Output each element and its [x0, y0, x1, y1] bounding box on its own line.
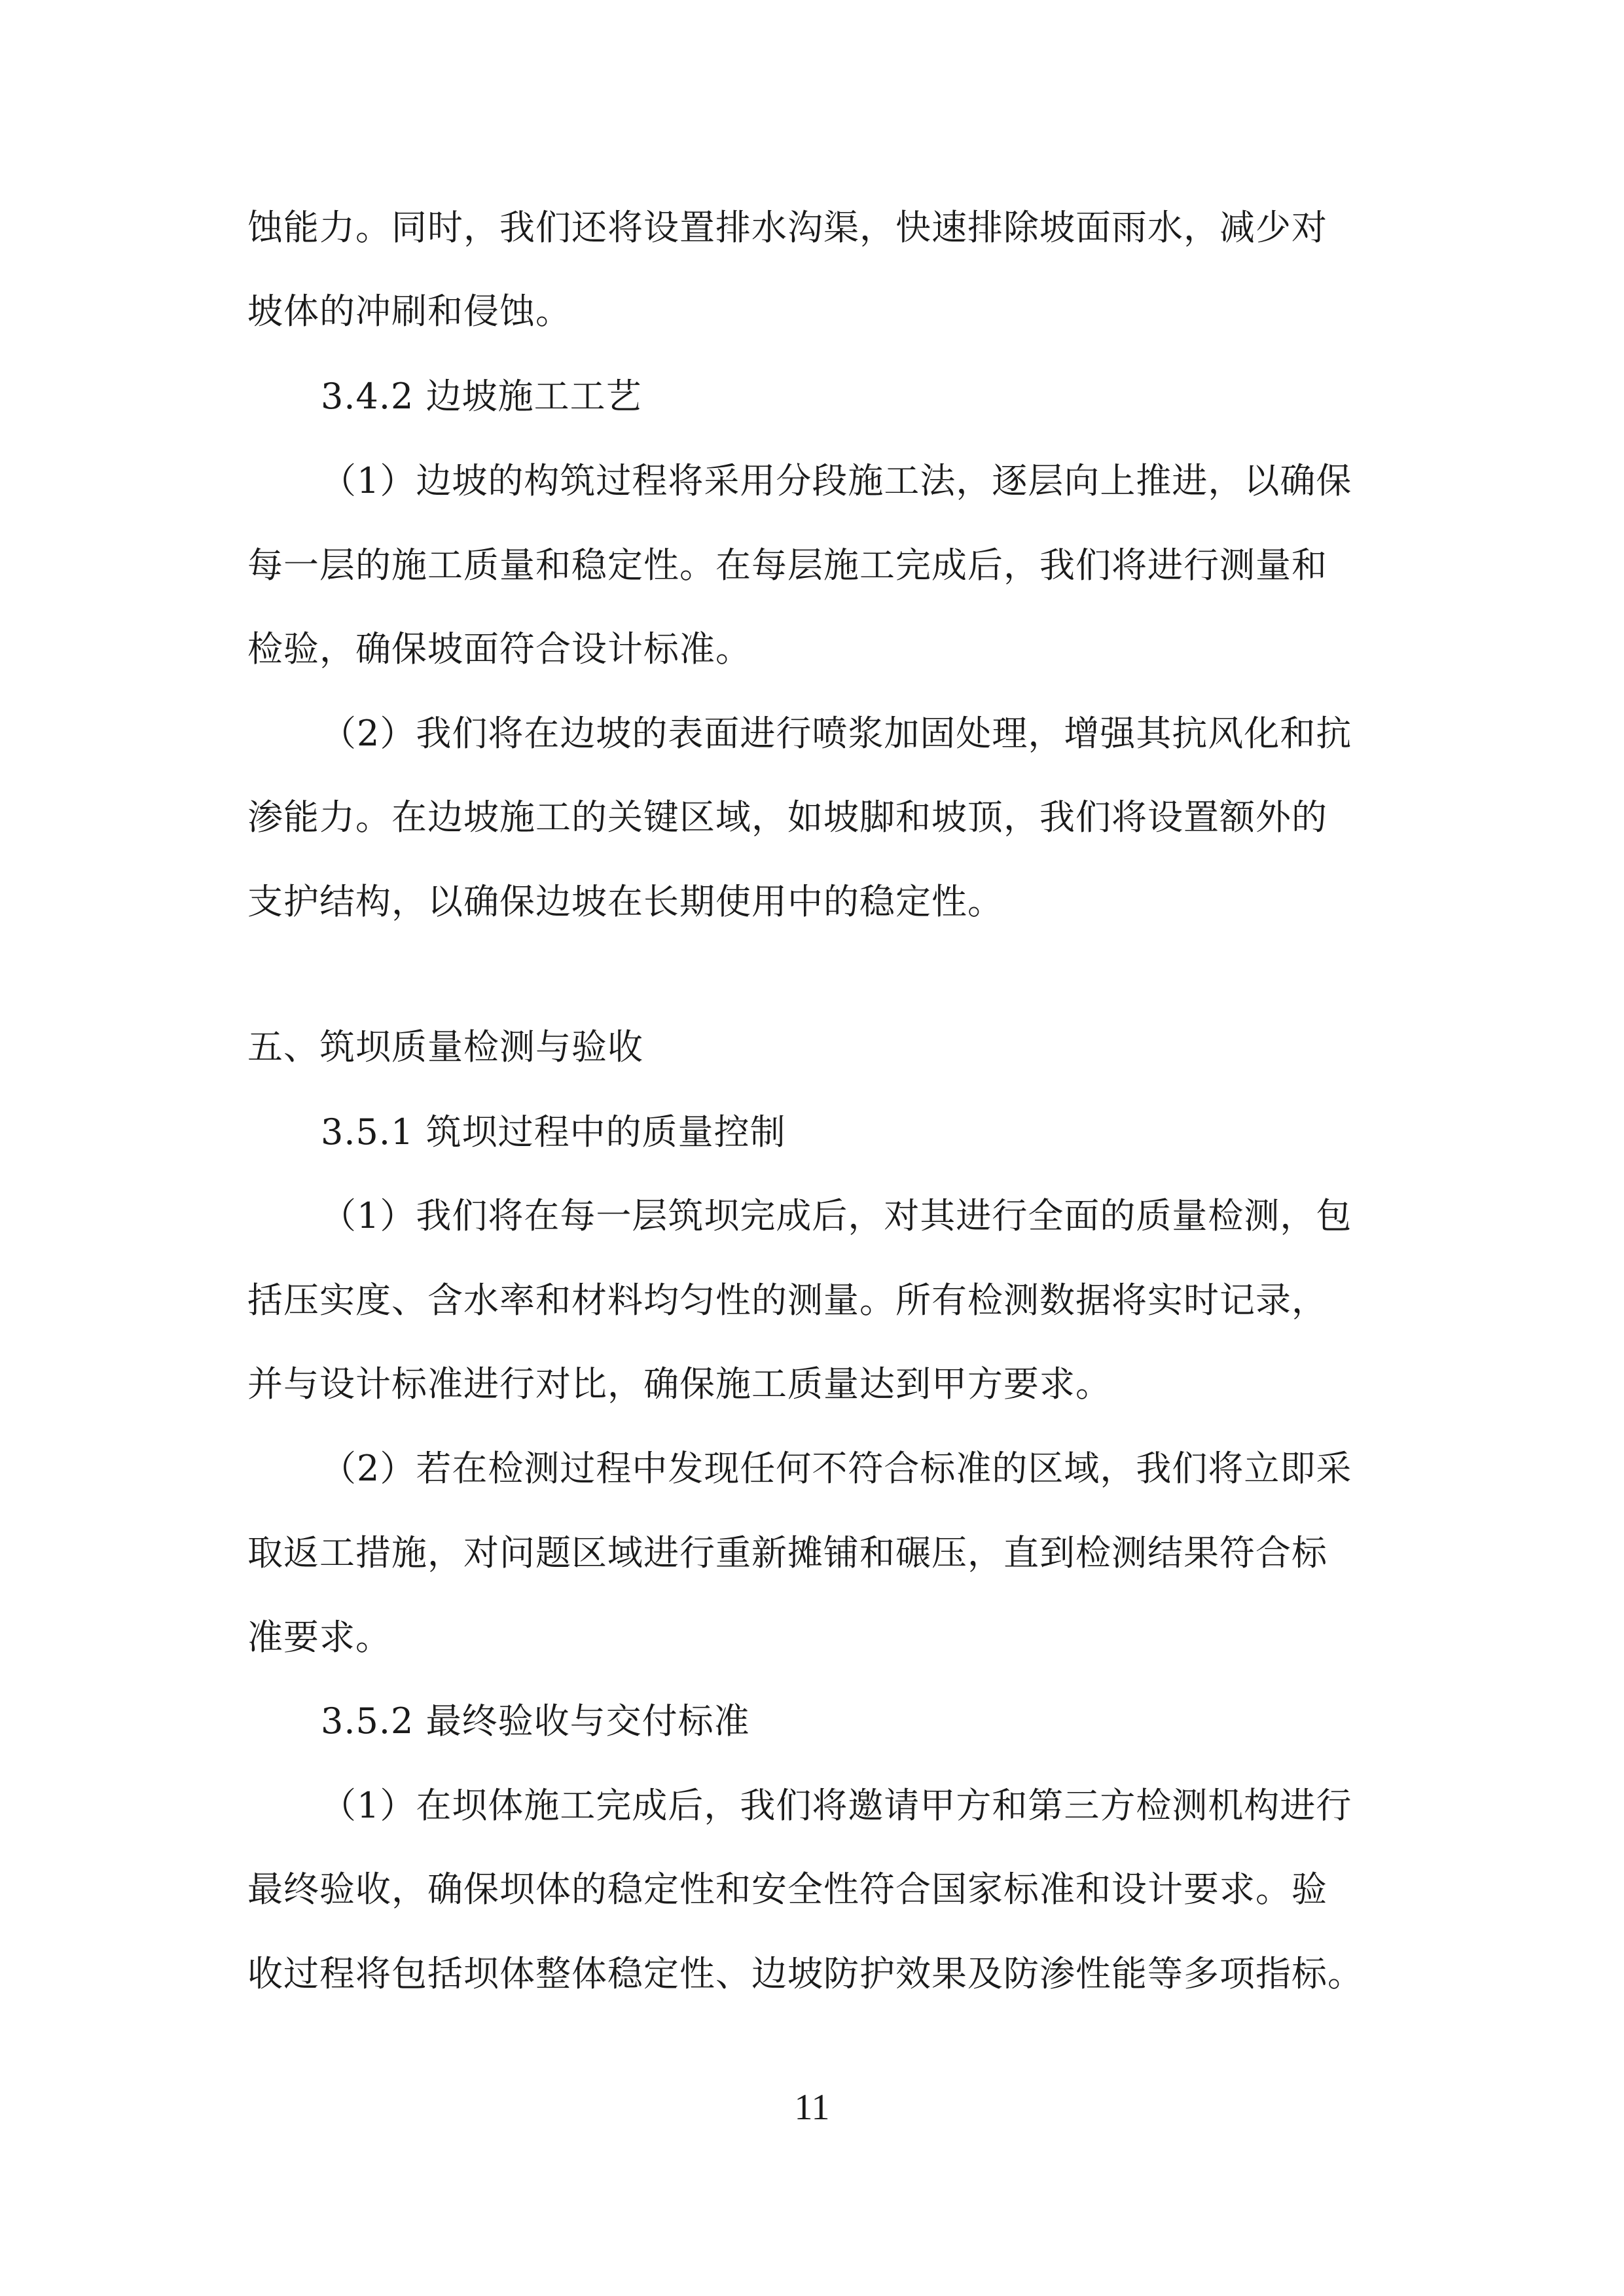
section-heading-3-4-2: 3.4.2 边坡施工工艺: [321, 376, 642, 417]
paragraph-line: （2）若在检测过程中发现任何不符合标准的区域，我们将立即采: [321, 1448, 1352, 1489]
section-heading-3-5-2: 3.5.2 最终验收与交付标准: [321, 1700, 750, 1742]
paragraph-line: 蚀能力。同时，我们还将设置排水沟渠，快速排除坡面雨水，减少对: [247, 207, 1327, 248]
paragraph-line: 并与设计标准进行对比，确保施工质量达到甲方要求。: [247, 1363, 1111, 1405]
paragraph-line: 检验，确保坡面符合设计标准。: [247, 628, 751, 670]
section-heading-3-5-1: 3.5.1 筑坝过程中的质量控制: [321, 1111, 786, 1153]
paragraph-line: （1）边坡的构筑过程将采用分段施工法，逐层向上推进，以确保: [321, 460, 1352, 501]
chapter-heading: 五、筑坝质量检测与验收: [247, 1026, 643, 1067]
paragraph-line: 支护结构，以确保边坡在长期使用中的稳定性。: [247, 881, 1003, 922]
paragraph-line: （1）我们将在每一层筑坝完成后，对其进行全面的质量检测，包: [321, 1195, 1352, 1236]
paragraph-line: （1）在坝体施工完成后，我们将邀请甲方和第三方检测机构进行: [321, 1785, 1352, 1826]
paragraph-line: 每一层的施工质量和稳定性。在每层施工完成后，我们将进行测量和: [247, 545, 1327, 586]
paragraph-line: （2）我们将在边坡的表面进行喷浆加固处理，增强其抗风化和抗: [321, 713, 1352, 754]
page-number: 11: [794, 2087, 830, 2128]
paragraph-line: 准要求。: [247, 1617, 391, 1658]
paragraph-line: 收过程将包括坝体整体稳定性、边坡防护效果及防渗性能等多项指标。: [247, 1953, 1363, 1994]
paragraph-line: 渗能力。在边坡施工的关键区域，如坡脚和坡顶，我们将设置额外的: [247, 797, 1327, 838]
paragraph-line: 最终验收，确保坝体的稳定性和安全性符合国家标准和设计要求。验: [247, 1869, 1327, 1910]
paragraph-line: 取返工措施，对问题区域进行重新摊铺和碾压，直到检测结果符合标: [247, 1532, 1327, 1573]
paragraph-line: 坡体的冲刷和侵蚀。: [247, 291, 571, 332]
paragraph-line: 括压实度、含水率和材料均匀性的测量。所有检测数据将实时记录，: [247, 1280, 1327, 1321]
